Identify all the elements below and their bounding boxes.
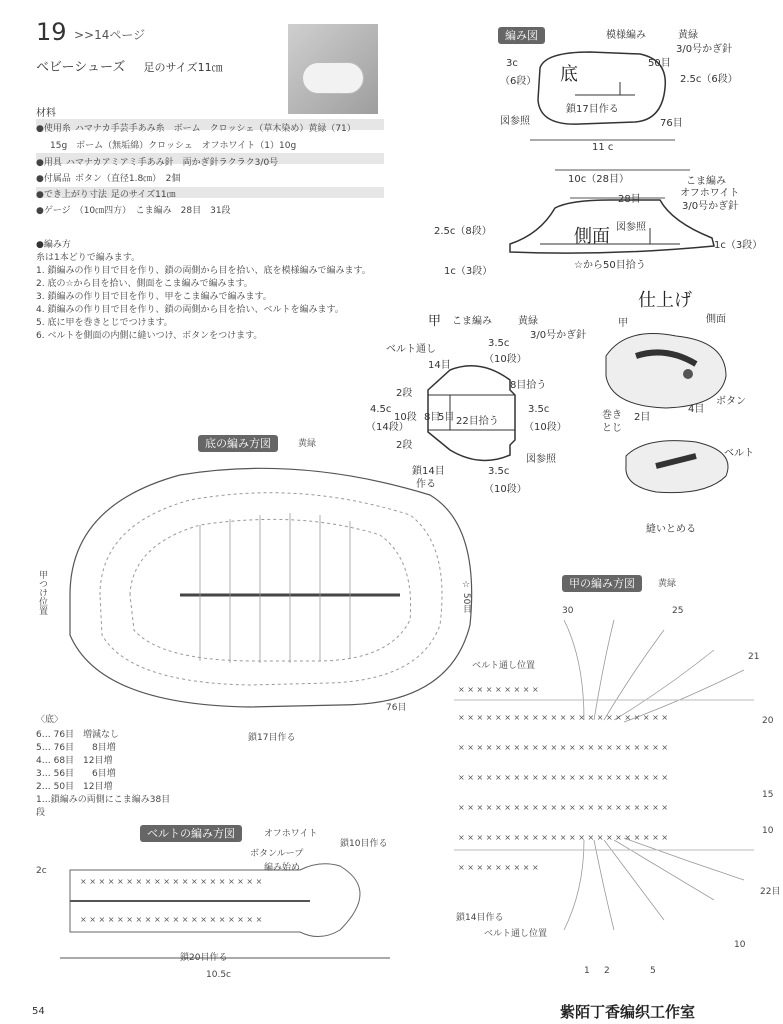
instep-chart-25: 25 [672,606,684,616]
finish-belt: ベルト [724,448,754,459]
sole-chart-chain: 鎖17目作る [248,733,296,743]
sole-left-rows: （6段） [500,76,537,87]
instep-14: 14目 [428,360,451,371]
side-bottom: 1c（3段） [444,266,493,277]
sole-chain: 鎖17目作る [566,104,619,115]
finish-side: 側面 [706,314,726,325]
svg-text:× × × × × × × × × × × × × × ×: × × × × × × × × × × × × × × × × × × × × [80,877,263,886]
instep-chain2: 作る [416,479,436,490]
side-label: 側面 [574,226,610,247]
instep-label: 甲 [428,314,442,329]
materials-row: 15g ボーム（無垢綿）クロッシェ オフホワイト（1）10g [50,141,297,151]
diagram-badge: 編み図 [498,24,545,43]
instep-8: 8目拾う [510,380,547,391]
sole-chart-right: ☆ 50目 [461,580,471,614]
side-ref: 図参照 [616,222,646,233]
instep-ref: 図参照 [526,454,556,465]
belt-chain10: 鎖10目作る [340,839,388,849]
svg-text:× × × × × × × × ×: × × × × × × × × × [458,863,539,872]
howto-line: 4. 鎖編みの作り目で目を作り、鎖の両側から目を拾い、ベルトを編みます。 [36,305,344,315]
rounds-row: 2… 50目 12目増 [36,782,113,792]
instep-chart-15: 15 [762,790,774,800]
instep-left: 4.5c [370,404,392,415]
instep-color: 黄緑 [518,316,538,327]
finish-tie: 巻き [602,410,622,421]
materials-row: ●使用糸 ハマナカ手芸手あみ糸 ボーム クロッシェ（草木染め）黄緑（71） [36,124,356,134]
sole-stitch-chart [40,455,480,725]
sole-chart-left: 甲つけ位置 [37,570,47,615]
materials-row: ●ゲージ （10㎝四方） こま編み 28目 31段 [36,206,231,216]
instep-chart-22: 22目 [760,887,781,897]
belt-stitch-chart [60,850,400,960]
instep-bot-rows: （10段） [484,484,527,495]
instep-chain: 鎖14目 [412,466,445,477]
title-sub: 足のサイズ11㎝ [143,61,223,74]
belt-chain20: 鎖20目作る [180,953,228,963]
howto-line: 6. ベルトを側面の内側に縫いつけ、ボタンをつけます。 [36,331,263,341]
belt-loop: ボタンループ [250,849,304,859]
finish-tie2: とじ [602,423,622,434]
side-28: 28目 [618,194,641,205]
side-left: 2.5c（8段） [434,226,492,237]
howto-heading: ●編み方 [36,240,71,250]
instep-8b: 8目 [424,412,441,423]
materials-row: ●用具 ハマナカアミアミ手あみ針 両かぎ針ラクラク3/0号 [36,158,279,168]
instep-chart-10b: 10 [734,940,746,950]
instep-chart-chain: 鎖14目作る [456,913,504,923]
side-hook: 3/0号かぎ針 [682,201,739,212]
svg-text:× × × × × × × × × × × × × × ×: × × × × × × × × × × × × × × × × × × × × × × × [458,773,669,782]
page-number: 54 [32,1006,45,1017]
finish-button: ボタン [716,396,746,407]
howto-line: 5. 底に甲を巻きとじでつけます。 [36,318,173,328]
howto-line: 3. 鎖編みの作り目で目を作り、甲をこま編みで編みます。 [36,292,272,302]
instep-chart-1: 1 [584,966,590,976]
instep-chart-10r: 10 [762,826,774,836]
materials-row: ●でき上がり寸法 足のサイズ11㎝ [36,190,176,200]
watermark: 紫陌丁香编织工作室 [560,1003,696,1021]
rounds-heading: 〈底〉 [36,715,64,725]
side-color: オフホワイト [680,188,740,199]
instep-bot: 3.5c [488,466,510,477]
instep-chart-5: 5 [650,966,656,976]
rounds-row: 1…鎖編みの両側にこま編み38目 [36,795,171,805]
sole-pattern: 模様編み [606,30,646,41]
instep-5: 5目 [438,412,455,423]
sole-hook: 3/0号かぎ針 [676,44,733,55]
side-right: 1c（3段） [714,240,763,251]
sole-rounds: 50目 [648,58,671,69]
rounds-row: 6… 76目 増減なし [36,730,120,740]
shoe-image [302,62,364,94]
svg-text:× × × × × × × × × × × × × × ×: × × × × × × × × × × × × × × × × × × × × × × × [458,833,669,842]
rounds-foot: 段 [36,808,46,818]
belt-start: 編み始め [264,863,301,873]
svg-text:× × × × × × × × ×: × × × × × × × × × [458,685,539,694]
finish-sew: 縫いとめる [646,524,696,535]
sole-right-size: 2.5c（6段） [680,74,738,85]
page-reference: >>14ページ [74,28,146,42]
instep-chart-belt-bot: ベルト通し位置 [484,929,548,939]
sole-chart-76: 76目 [386,703,407,713]
sole-left-size: 3c [506,58,518,69]
instep-chart-20: 20 [762,716,774,726]
side-stitch: こま編み [686,176,726,187]
finish-instep: 甲 [618,318,628,329]
materials-row: ●付属品 ボタン（直径1.8㎝） 2個 [36,174,181,184]
finish-2: 2目 [634,412,651,423]
title-main: ベビーシューズ [36,60,126,75]
instep-right-rows: （10段） [524,422,567,433]
sole-label: 底 [560,64,578,85]
instep-left-rows: （14段） [366,422,409,433]
belt-chart-badge: ベルトの編み方図 [140,822,242,841]
instep-chart-2: 2 [604,966,610,976]
sole-color: 黄緑 [678,30,698,41]
product-photo [288,24,378,114]
howto-line: 糸は1本どりで編みます。 [36,253,141,263]
pattern-number: 19 [36,18,67,46]
finish-title: 仕上げ [638,290,692,311]
instep-2a: 2段 [396,388,413,399]
instep-hook: 3/0号かぎ針 [530,330,587,341]
side-top: 10c（28目） [568,174,629,185]
instep-stitch-chart [454,600,764,950]
instep-belt: ベルト通し [386,344,436,355]
instep-top-rows: （10段） [484,354,527,365]
instep-right: 3.5c [528,404,550,415]
howto-line: 1. 鎖編みの作り目で目を作り、鎖の両側から目を拾い、底を模様編みで編みます。 [36,266,371,276]
rounds-row: 5… 76目 8目増 [36,743,116,753]
materials-heading: 材料 [36,108,56,119]
side-pick: ☆から50目拾う [574,260,646,271]
instep-chart-21: 21 [748,652,760,662]
sole-ref: 図参照 [500,116,530,127]
instep-chart-30: 30 [562,606,574,616]
svg-text:× × × × × × × × × × × × × × ×: × × × × × × × × × × × × × × × × × × × × × × × [458,743,669,752]
sole-width: 11 c [592,142,614,153]
howto-line: 2. 底の☆から目を拾い、側面をこま編みで編みます。 [36,279,253,289]
instep-chart-badge: 甲の編み方図 [562,572,642,591]
pattern-title [36,56,223,75]
instep-chart-belt-top: ベルト通し位置 [472,661,536,671]
finish-4: 4目 [688,404,705,415]
instep-stitch: こま編み [452,316,492,327]
svg-text:× × × × × × × × × × × × × × ×: × × × × × × × × × × × × × × × × × × × × [80,915,263,924]
instep-2b: 2段 [396,440,413,451]
belt-width: 10.5c [206,970,231,980]
sole-chart-color: 黄緑 [298,439,317,449]
instep-10: 10段 [394,412,417,423]
rounds-row: 4… 68目 12目増 [36,756,113,766]
rounds-row: 3… 56目 6目増 [36,769,116,779]
svg-text:× × × × × × × × × × × × × × ×: × × × × × × × × × × × × × × × × × × × × × × × [458,713,669,722]
instep-top: 3.5c [488,338,510,349]
instep-chart-color: 黄緑 [658,579,677,589]
belt-height: 2c [36,866,47,876]
instep-22: 22目拾う [456,416,499,427]
sole-76: 76目 [660,118,683,129]
belt-chart-color: オフホワイト [264,829,318,839]
svg-text:× × × × × × × × × × × × × × ×: × × × × × × × × × × × × × × × × × × × × × × × [458,803,669,812]
sole-chart-badge: 底の編み方図 [198,432,278,451]
